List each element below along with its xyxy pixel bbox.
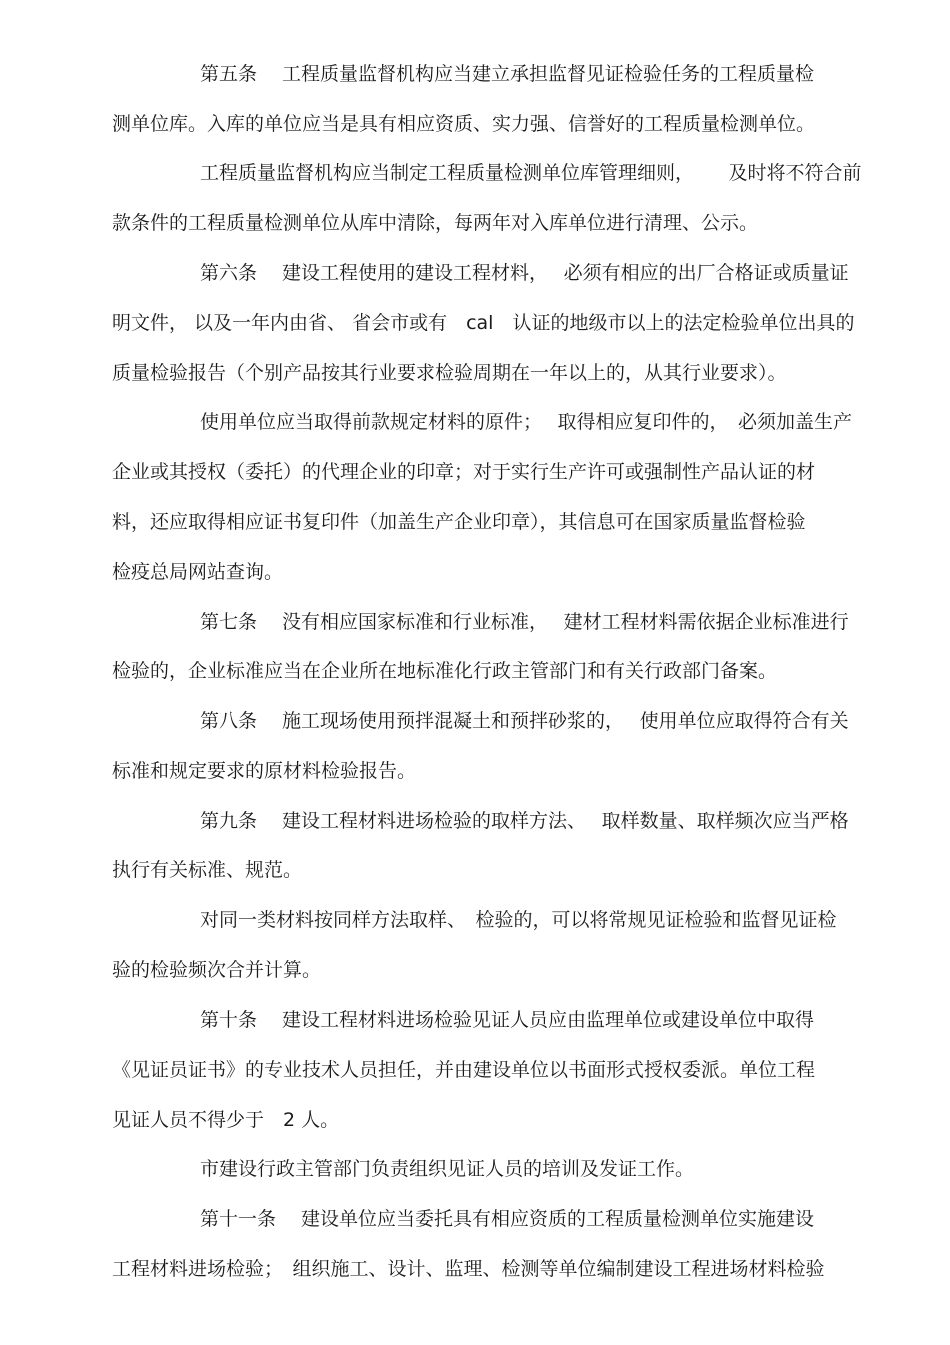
- text-line: 款条件的工程质量检测单位从库中清除，每两年对入库单位进行清理、公示。: [112, 212, 759, 234]
- text-line: 检验的，企业标准应当在企业所在地标准化行政主管部门和有关行政部门备案。: [112, 660, 778, 682]
- text-line: 第九条 建设工程材料进场检验的取样方法、 取样数量、取样频次应当严格: [200, 810, 849, 832]
- text-line: 检疫总局网站查询。: [112, 561, 284, 583]
- text-line: 验的检验频次合并计算。: [112, 959, 322, 981]
- text-line: 对同一类材料按同样方法取样、 检验的，可以将常规见证检验和监督见证检: [200, 909, 837, 931]
- text-line: 执行有关标准、规范。: [112, 859, 303, 881]
- text-line: 工程材料进场检验； 组织施工、设计、监理、检测等单位编制建设工程进场材料检验: [112, 1258, 825, 1280]
- text-line: 企业或其授权（委托）的代理企业的印章；对于实行生产许可或强制性产品认证的材: [112, 461, 816, 483]
- text-line: 使用单位应当取得前款规定材料的原件； 取得相应复印件的， 必须加盖生产: [200, 411, 853, 433]
- text-line: 第十一条 建设单位应当委托具有相应资质的工程质量检测单位实施建设: [200, 1208, 815, 1230]
- text-line: 明文件， 以及一年内由省、 省会市或有 cal 认证的地级市以上的法定检验单位出具的: [112, 312, 855, 334]
- text-line: 质量检验报告（个别产品按其行业要求检验周期在一年以上的，从其行业要求）。: [112, 362, 787, 384]
- text-line: 测单位库。入库的单位应当是具有相应资质、实力强、信誉好的工程质量检测单位。: [112, 113, 816, 135]
- text-line: 见证人员不得少于 2 人。: [112, 1109, 340, 1131]
- text-line: 第八条 施工现场使用预拌混凝土和预拌砂浆的， 使用单位应取得符合有关: [200, 710, 849, 732]
- text-line: 市建设行政主管部门负责组织见证人员的培训及发证工作。: [200, 1158, 695, 1180]
- text-line: 工程质量监督机构应当制定工程质量检测单位库管理细则， 及时将不符合前: [200, 162, 862, 184]
- text-line: 标准和规定要求的原材料检验报告。: [112, 760, 417, 782]
- text-line: 第十条 建设工程材料进场检验见证人员应由监理单位或建设单位中取得: [200, 1009, 815, 1031]
- text-line: 第六条 建设工程使用的建设工程材料， 必须有相应的出厂合格证或质量证: [200, 262, 849, 284]
- text-line: 料，还应取得相应证书复印件（加盖生产企业印章），其信息可在国家质量监督检验: [112, 511, 806, 533]
- text-line: 第五条 工程质量监督机构应当建立承担监督见证检验任务的工程质量检: [200, 63, 815, 85]
- text-line: 第七条 没有相应国家标准和行业标准， 建材工程材料需依据企业标准进行: [200, 611, 849, 633]
- text-line: 《见证员证书》的专业技术人员担任，并由建设单位以书面形式授权委派。单位工程: [112, 1059, 816, 1081]
